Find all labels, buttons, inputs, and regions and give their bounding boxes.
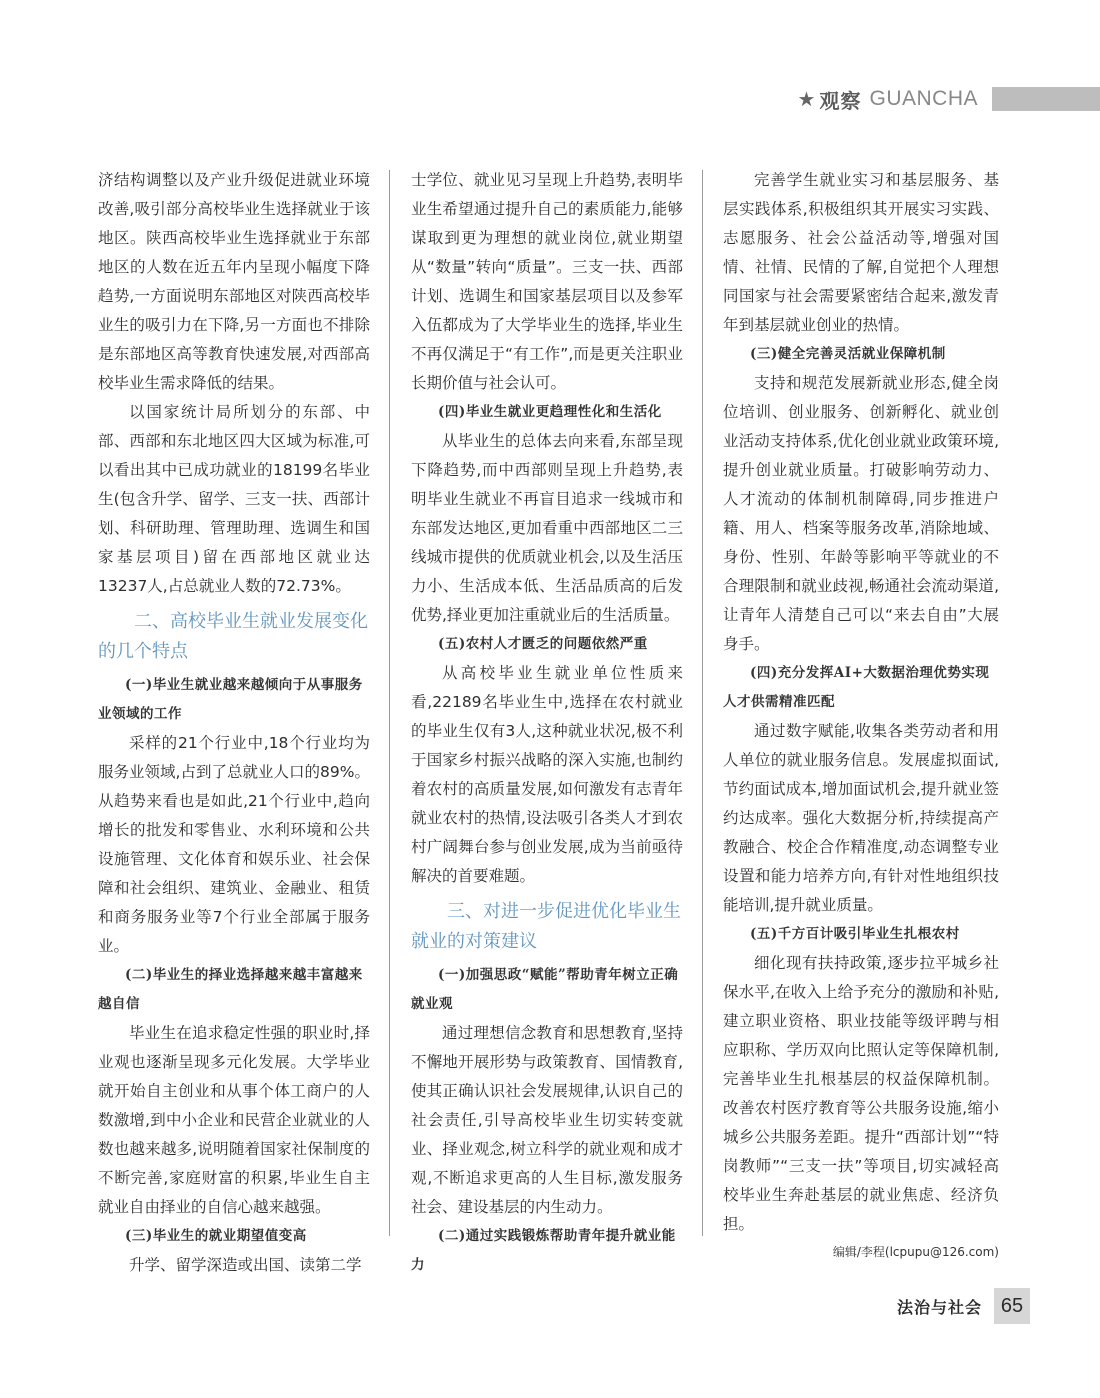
- column-divider: [389, 170, 390, 1236]
- body-paragraph: 完善学生就业实习和基层服务、基层实践体系,积极组织其开展实习实践、志愿服务、社会公益活动等,增强对国情、社情、民情的了解,自觉把个人理想同国家与社会需要紧密结合起来,激发青年到基层就业创业的热情。: [723, 171, 999, 334]
- article-column-3: [723, 166, 999, 1263]
- subsection-heading: (五)千方百计吸引毕业生扎根农村: [750, 926, 960, 942]
- editor-credit: 编辑/李程(lcpupu@126.com): [832, 1245, 999, 1259]
- body-paragraph: 细化现有扶持政策,逐步拉平城乡社保水平,在收入上给予充分的激励和补贴,建立职业资格、职业技能等级评聘与相应职称、学历双向比照认定等保障机制,完善毕业生扎根基层的权益保障机制。改善农村医疗教育等公共服务设施,缩小城乡公共服务差距。提升“西部计划”“特岗教师”“三支一扶”等项目,切实减轻高校毕业生奔赴基层的就业焦虑、经济负担。: [723, 954, 999, 1233]
- subsection-heading: (二)毕业生的择业选择越来越丰富越来越自信: [98, 967, 363, 1012]
- section-header: [798, 86, 1100, 112]
- header-bar: [992, 87, 1100, 111]
- body-paragraph: 采样的21个行业中,18个行业均为服务业领域,占到了总就业人口的89%。从趋势来看也是如此,21个行业中,趋向增长的批发和零售业、水利环境和公共设施管理、文化体育和娱乐业、社会保障和社会组织、建筑业、金融业、租赁和商务服务业等7个行业全部属于服务业。: [98, 734, 370, 955]
- section-title-cn: 观察: [819, 88, 862, 113]
- body-paragraph: 从毕业生的总体去向来看,东部呈现下降趋势,而中西部则呈现上升趋势,表明毕业生就业不再盲目追求一线城市和东部发达地区,更加看重中西部地区二三线城市提供的优质就业机会,以及生活压力小、生活成本低、生活品质高的后发优势,择业更加注重就业后的生活质量。: [411, 432, 683, 624]
- subsection-heading: (一)加强思政“赋能”帮助青年树立正确就业观: [411, 967, 679, 1012]
- body-paragraph: 通过理想信念教育和思想教育,坚持不懈地开展形势与政策教育、国情教育,使其正确认识社会发展规律,认识自己的社会责任,引导高校毕业生切实转变就业、择业观念,树立科学的就业观和成才观,不断追求更高的人生目标,激发服务社会、建设基层的内生动力。: [411, 1024, 683, 1216]
- body-paragraph: 从高校毕业生就业单位性质来看,22189名毕业生中,选择在农村就业的毕业生仅有3人,这种就业状况,极不利于国家乡村振兴战略的深入实施,也制约着农村的高质量发展,如何激发有志青年就业农村的热情,设法吸引各类人才到农村广阔舞台参与创业发展,成为当前亟待解决的首要难题。: [411, 664, 683, 885]
- magazine-name: 法治与社会: [896, 1297, 982, 1317]
- body-paragraph: 士学位、就业见习呈现上升趋势,表明毕业生希望通过提升自己的素质能力,能够谋取到更为理想的就业岗位,就业期望从“数量”转向“质量”。三支一扶、西部计划、选调生和国家基层项目以及参军入伍都成为了大学毕业生的选择,毕业生不再仅满足于“有工作”,而是更关注职业长期价值与社会认可。: [411, 171, 683, 392]
- column-3-body: [723, 166, 999, 1239]
- body-paragraph: 通过数字赋能,收集各类劳动者和用人单位的就业服务信息。发展虚拟面试,节约面试成本,增加面试机会,提升就业签约达成率。强化大数据分析,持续提高产教融合、校企合作精准度,动态调整专业设置和能力培养方向,有针对性地组织技能培训,提升就业质量。: [723, 722, 999, 914]
- page-number-box: [994, 1288, 1030, 1324]
- section-heading: 三、对进一步促进优化毕业生就业的对策建议: [411, 901, 681, 952]
- subsection-heading: (四)毕业生就业更趋理性化和生活化: [438, 404, 662, 420]
- star-icon: ★: [797, 87, 816, 111]
- section-title-en: GUANCHA: [869, 87, 978, 110]
- subsection-heading: (三)健全完善灵活就业保障机制: [750, 346, 946, 362]
- article-column-1: [98, 166, 370, 1280]
- subsection-heading: (一)毕业生就业越来越倾向于从事服务业领域的工作: [98, 677, 363, 722]
- section-heading: 二、高校毕业生就业发展变化的几个特点: [98, 611, 368, 662]
- page-footer: [897, 1286, 1030, 1326]
- body-paragraph: 济结构调整以及产业升级促进就业环境改善,吸引部分高校毕业生选择就业于该地区。陕西高校毕业生选择就业于东部地区的人数在近五年内呈现小幅度下降趋势,一方面说明东部地区对陕西高校毕业生的吸引力在下降,另一方面也不排除是东部地区高等教育快速发展,对西部高校毕业生需求降低的结果。: [98, 171, 370, 392]
- subsection-heading: (五)农村人才匮乏的问题依然严重: [438, 636, 648, 652]
- body-paragraph: 以国家统计局所划分的东部、中部、西部和东北地区四大区域为标准,可以看出其中已成功就业的18199名毕业生(包含升学、留学、三支一扶、西部计划、科研助理、管理助理、选调生和国家基层项目)留在西部地区就业达13237人,占总就业人数的72.73%。: [98, 403, 370, 595]
- subsection-heading: (二)通过实践锻炼帮助青年提升就业能力: [411, 1228, 676, 1273]
- subsection-heading: (三)毕业生的就业期望值变高: [125, 1228, 307, 1244]
- body-paragraph: 升学、留学深造或出国、读第二学: [129, 1256, 362, 1274]
- column-divider: [702, 170, 703, 1236]
- article-column-2: [411, 166, 683, 1280]
- page-number: 65: [1000, 1294, 1024, 1317]
- body-paragraph: 毕业生在追求稳定性强的职业时,择业观也逐渐呈现多元化发展。大学毕业就开始自主创业和从事个体工商户的人数激增,到中小企业和民营企业就业的人数也越来越多,说明随着国家社保制度的不断完善,家庭财富的积累,毕业生自主就业自由择业的自信心越来越强。: [98, 1024, 370, 1216]
- body-paragraph: 支持和规范发展新就业形态,健全岗位培训、创业服务、创新孵化、就业创业活动支持体系,优化创业就业政策环境,提升创业就业质量。打破影响劳动力、人才流动的体制机制障碍,同步推进户籍、用人、档案等服务改革,消除地域、身份、性别、年龄等影响平等就业的不合理限制和就业歧视,畅通社会流动渠道,让青年人清楚自己可以“来去自由”大展身手。: [723, 374, 999, 653]
- subsection-heading: (四)充分发挥AI+大数据治理优势实现人才供需精准匹配: [723, 665, 990, 710]
